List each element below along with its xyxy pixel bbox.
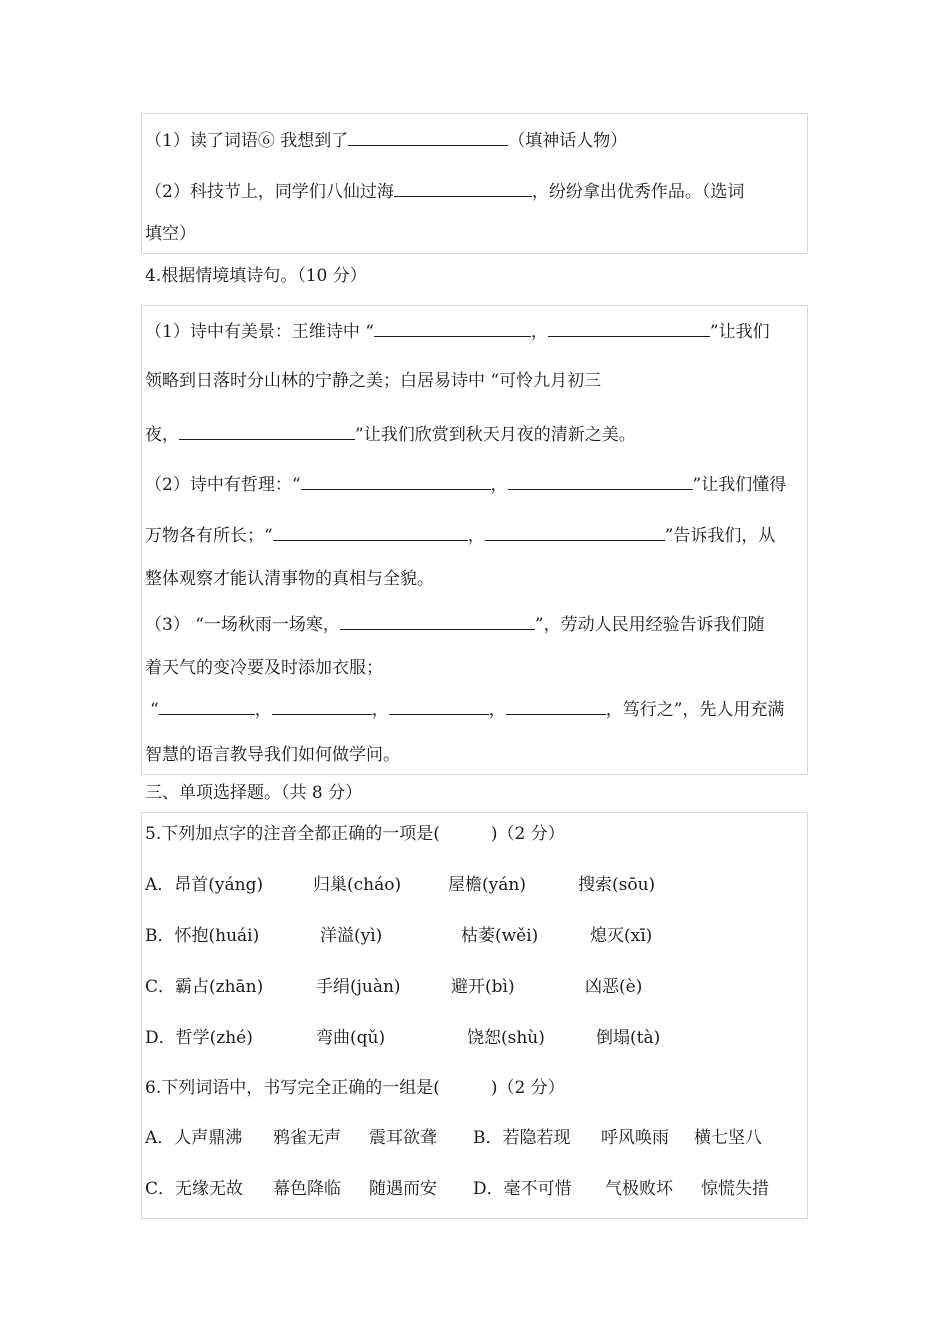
q5-option-b-4: 熄灭(xī) xyxy=(590,926,653,946)
q6-option-c-3: 随遇而安 xyxy=(369,1179,437,1199)
q5-option-d-4: 倒塌(tà) xyxy=(596,1028,661,1048)
q6-option-b-1[interactable]: B．若隐若现 xyxy=(473,1128,571,1148)
answer-blank[interactable] xyxy=(340,611,535,630)
q5-option-a-4: 搜索(sōu) xyxy=(578,875,656,895)
q5-stem: 5.下列加点字的注音全都正确的一项是( )（2 分） xyxy=(145,824,565,844)
answer-blank[interactable] xyxy=(159,696,255,715)
answer-blank[interactable] xyxy=(485,522,665,541)
q6-option-c-2: 幕色降临 xyxy=(273,1179,341,1199)
q4-s3-line3: “ ， ， ， ，笃行之”，先人用充满 xyxy=(150,696,784,722)
q5-option-c-2: 手绢(juàn) xyxy=(316,977,401,997)
answer-blank[interactable] xyxy=(548,318,710,337)
section-three-heading: 三、单项选择题。（共 8 分） xyxy=(145,783,363,803)
q3-sub2-cont: 填空） xyxy=(145,224,196,244)
q5-option-c-3: 避开(bì) xyxy=(451,977,515,997)
q6-option-d-3: 惊慌失措 xyxy=(701,1179,769,1199)
q5-option-c-1[interactable]: C．霸占(zhān) xyxy=(145,977,264,997)
q5-option-d-3: 饶恕(shù) xyxy=(467,1028,545,1048)
q5-option-d-1[interactable]: D．哲学(zhé) xyxy=(145,1028,253,1048)
q4-s3-line2: 着天气的变冷要及时添加衣服； xyxy=(145,658,383,678)
q6-option-b-2: 呼风唤雨 xyxy=(601,1128,669,1148)
q6-option-b-3: 横七坚八 xyxy=(694,1128,762,1148)
q6-option-a-1[interactable]: A．人声鼎沸 xyxy=(145,1128,243,1148)
q5-option-b-3: 枯萎(wěi) xyxy=(461,926,539,946)
q4-s1-line2: 领略到日落时分山林的宁静之美；白居易诗中 “可怜九月初三 xyxy=(145,371,602,391)
answer-blank[interactable] xyxy=(179,421,355,440)
q4-s2-line1: （2）诗中有哲理：“ ， ”让我们懂得 xyxy=(145,471,786,497)
q5-option-b-1[interactable]: B．怀抱(huái) xyxy=(145,926,260,946)
answer-blank[interactable] xyxy=(389,696,489,715)
q5-option-d-2: 弯曲(qǔ) xyxy=(316,1028,386,1048)
answer-blank[interactable] xyxy=(508,471,693,490)
q3-sub1: （1）读了词语⑥ 我想到了 （填神话人物） xyxy=(145,127,627,153)
q3-sub2: （2）科技节上，同学们八仙过海 ，纷纷拿出优秀作品。（选词 xyxy=(145,178,744,204)
q6-option-c-1[interactable]: C．无缘无故 xyxy=(145,1179,244,1199)
q6-option-a-3: 震耳欲聋 xyxy=(369,1128,437,1148)
q6-stem: 6.下列词语中，书写完全正确的一组是( )（2 分） xyxy=(145,1078,565,1098)
q5-option-c-4: 凶恶(è) xyxy=(585,977,643,997)
answer-blank[interactable] xyxy=(374,318,531,337)
answer-blank[interactable] xyxy=(273,522,468,541)
answer-blank[interactable] xyxy=(301,471,491,490)
q4-s2-line3: 整体观察才能认清事物的真相与全貌。 xyxy=(145,569,434,589)
q6-option-a-2: 鸦雀无声 xyxy=(273,1128,341,1148)
q4-s3-line1: （3） “一场秋雨一场寒， ”，劳动人民用经验告诉我们随 xyxy=(145,611,765,637)
q6-option-d-1[interactable]: D．毫不可惜 xyxy=(473,1179,572,1199)
answer-blank[interactable] xyxy=(272,696,372,715)
q4-heading: 4.根据情境填诗句。（10 分） xyxy=(145,266,367,286)
q5-option-a-3: 屋檐(yán) xyxy=(448,875,526,895)
q4-s2-line2: 万物各有所长；“ ， ”告诉我们，从 xyxy=(145,522,775,548)
answer-blank[interactable] xyxy=(348,127,508,146)
q5-option-a-2: 归巢(cháo) xyxy=(313,875,402,895)
q4-s3-line4: 智慧的语言教导我们如何做学问。 xyxy=(145,745,400,765)
answer-blank[interactable] xyxy=(394,178,532,197)
q6-option-d-2: 气极败坏 xyxy=(605,1179,673,1199)
q4-s1-line3: 夜， ”让我们欣赏到秋天月夜的清新之美。 xyxy=(145,421,636,447)
q4-s1-line1: （1）诗中有美景：王维诗中 “ ， ”让我们 xyxy=(145,318,770,344)
answer-blank[interactable] xyxy=(506,696,606,715)
q5-option-b-2: 洋溢(yì) xyxy=(320,926,383,946)
q5-option-a-1[interactable]: A．昂首(yáng) xyxy=(145,875,264,895)
